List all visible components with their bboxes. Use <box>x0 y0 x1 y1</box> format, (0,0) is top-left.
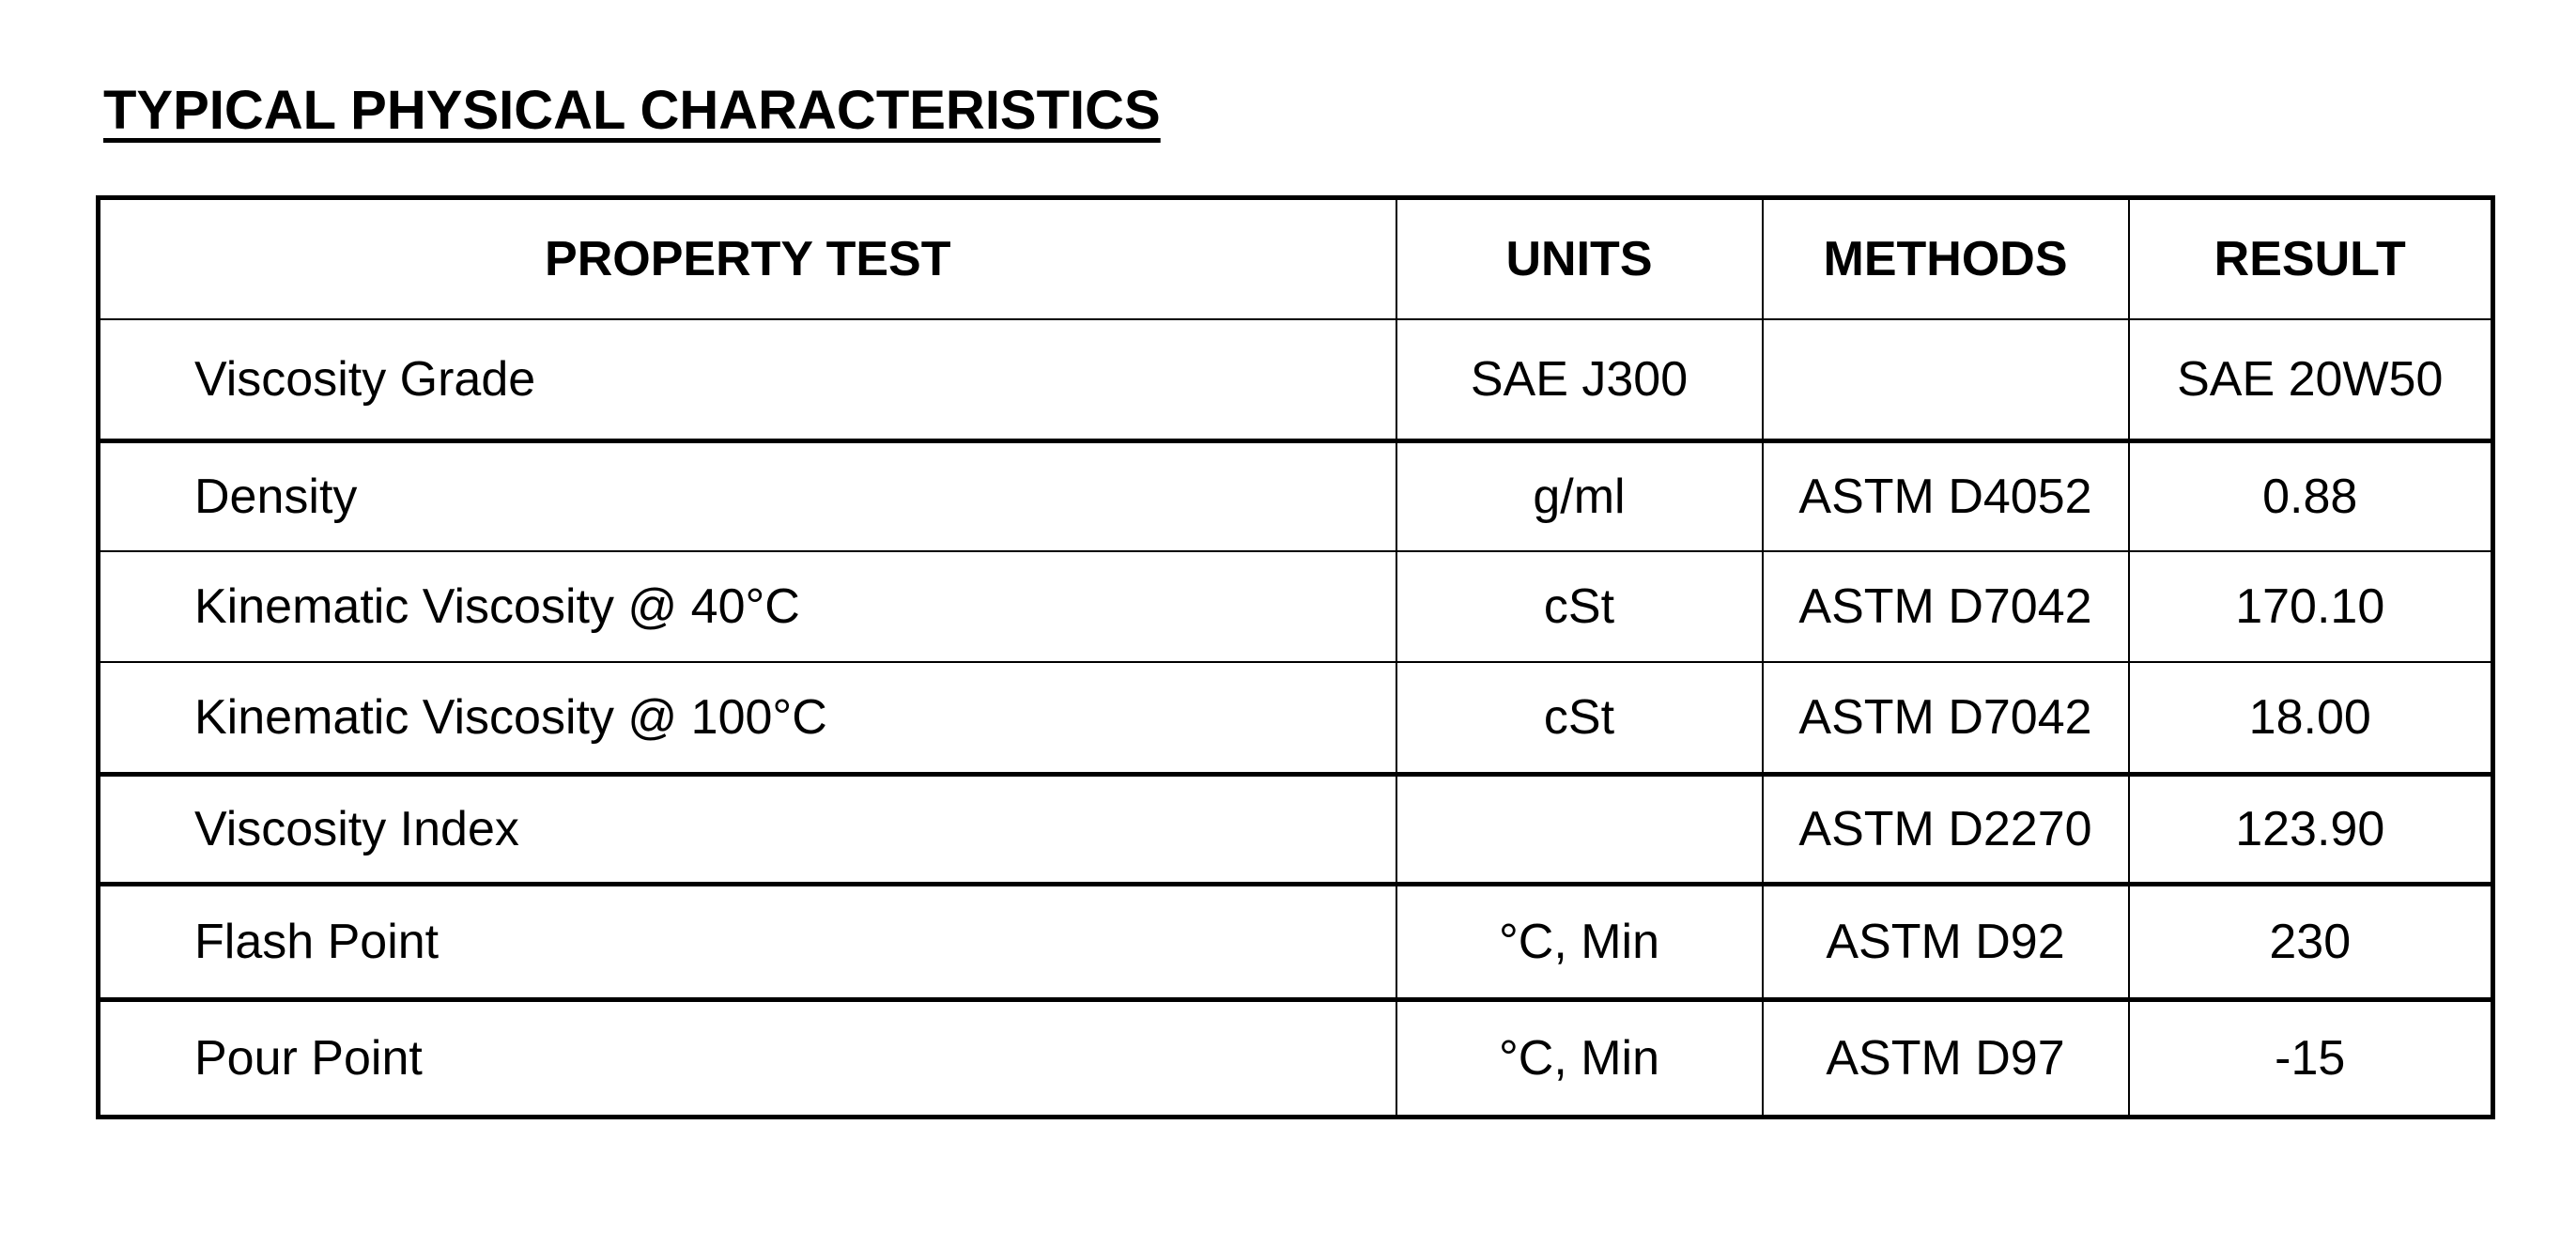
table-row <box>99 775 2493 885</box>
property-cell: Pour Point <box>99 1000 1396 1117</box>
property-cell: Viscosity Grade <box>99 319 1396 441</box>
units-cell: °C, Min <box>1396 1000 1763 1117</box>
header-methods: METHODS <box>1763 198 2129 320</box>
result-cell: 170.10 <box>2129 551 2493 662</box>
table-row <box>99 1000 2493 1117</box>
header-units: UNITS <box>1396 198 1763 320</box>
units-cell: SAE J300 <box>1396 319 1763 441</box>
units-cell <box>1396 775 1763 885</box>
units-cell: cSt <box>1396 551 1763 662</box>
property-cell: Kinematic Viscosity @ 40°C <box>99 551 1396 662</box>
result-cell: SAE 20W50 <box>2129 319 2493 441</box>
method-cell: ASTM D2270 <box>1763 775 2129 885</box>
page-title: TYPICAL PHYSICAL CHARACTERISTICS <box>103 80 1161 141</box>
header-result: RESULT <box>2129 198 2493 320</box>
result-cell: -15 <box>2129 1000 2493 1117</box>
table-row <box>99 319 2493 441</box>
units-cell: g/ml <box>1396 441 1763 552</box>
units-cell: cSt <box>1396 662 1763 775</box>
method-cell: ASTM D7042 <box>1763 551 2129 662</box>
table-row <box>99 662 2493 775</box>
result-cell: 230 <box>2129 885 2493 1000</box>
method-cell: ASTM D97 <box>1763 1000 2129 1117</box>
method-cell <box>1763 319 2129 441</box>
result-cell: 18.00 <box>2129 662 2493 775</box>
header-property-test: PROPERTY TEST <box>99 198 1396 320</box>
method-cell: ASTM D92 <box>1763 885 2129 1000</box>
units-cell: °C, Min <box>1396 885 1763 1000</box>
table-row <box>99 441 2493 552</box>
table-header-row <box>99 198 2493 320</box>
method-cell: ASTM D7042 <box>1763 662 2129 775</box>
method-cell: ASTM D4052 <box>1763 441 2129 552</box>
table-row <box>99 551 2493 662</box>
result-cell: 123.90 <box>2129 775 2493 885</box>
property-cell: Viscosity Index <box>99 775 1396 885</box>
result-cell: 0.88 <box>2129 441 2493 552</box>
property-cell: Kinematic Viscosity @ 100°C <box>99 662 1396 775</box>
property-cell: Flash Point <box>99 885 1396 1000</box>
physical-characteristics-table <box>96 195 2495 1119</box>
property-cell: Density <box>99 441 1396 552</box>
table-row <box>99 885 2493 1000</box>
